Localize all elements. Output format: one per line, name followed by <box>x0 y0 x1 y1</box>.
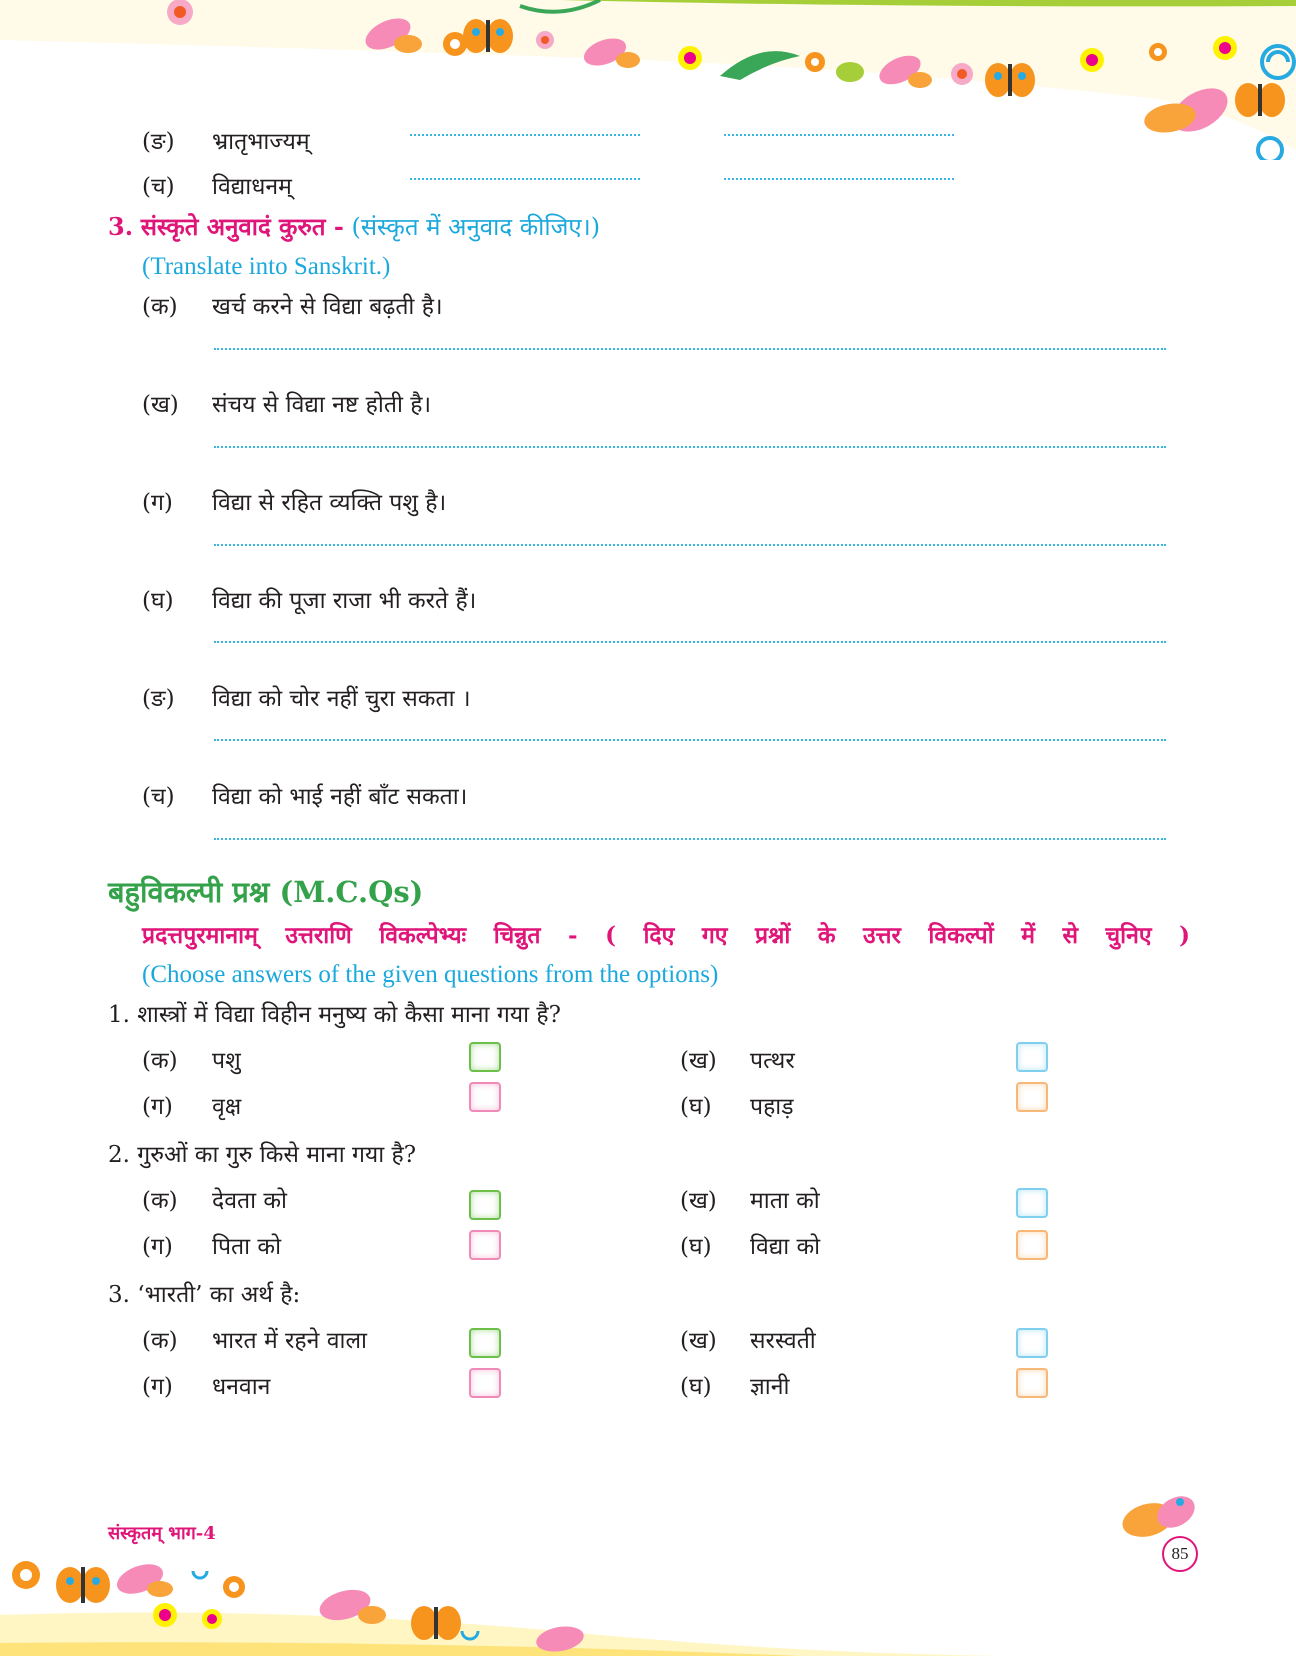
option-checkbox[interactable] <box>469 1190 501 1220</box>
option-text: भारत में रहने वाला <box>212 1328 368 1354</box>
option-checkbox[interactable] <box>469 1082 501 1112</box>
instruction-word: के <box>817 922 836 949</box>
item-marker: (ङ) <box>142 129 175 155</box>
flower-icon <box>223 1576 245 1598</box>
answer-line[interactable] <box>214 446 1166 448</box>
option-checkbox[interactable] <box>469 1368 501 1398</box>
item-marker: (घ) <box>142 588 174 614</box>
answer-line[interactable] <box>724 134 954 136</box>
option-marker: (ख) <box>680 1328 717 1354</box>
question-number: 2. <box>108 1142 130 1168</box>
instruction-word: उत्तराणि <box>285 922 352 949</box>
item-text: संचय से विद्या नष्ट होती है। <box>212 392 432 418</box>
flower-icon <box>153 1603 177 1627</box>
option-text: देवता को <box>212 1188 288 1214</box>
answer-line[interactable] <box>410 134 640 136</box>
item-text: खर्च करने से विद्या बढ़ती है। <box>212 294 443 320</box>
answer-line[interactable] <box>214 348 1166 350</box>
flower-icon <box>1213 36 1237 60</box>
option-marker: (घ) <box>680 1374 712 1400</box>
option-checkbox[interactable] <box>469 1328 501 1358</box>
option-text: धनवान <box>212 1374 271 1400</box>
page-number: 85 <box>1162 1536 1198 1572</box>
butterfly-icon <box>463 19 513 53</box>
option-text: पशु <box>212 1048 241 1074</box>
item-marker: (ख) <box>142 392 179 418</box>
option-marker: (क) <box>142 1188 178 1214</box>
instruction-word: प्रश्नों <box>755 922 791 949</box>
section-title: संस्कृते अनुवादं कुरुत - <box>140 212 344 241</box>
item-text: विद्या को भाई नहीं बाँट सकता। <box>212 784 468 810</box>
option-marker: (घ) <box>680 1094 712 1120</box>
answer-line[interactable] <box>214 838 1166 840</box>
butterfly-icon <box>1235 83 1285 117</box>
flower-icon <box>1149 43 1167 61</box>
option-text: वृक्ष <box>212 1094 242 1120</box>
instruction-word: चुनिए <box>1105 922 1152 949</box>
instruction-word: - <box>568 922 578 949</box>
item-marker: (ग) <box>142 490 173 516</box>
item-text: विद्या को चोर नहीं चुरा सकता । <box>212 686 471 712</box>
mcq-english-instruction: (Choose answers of the given questions from the options) <box>142 961 719 988</box>
swirl-icon <box>1258 138 1282 160</box>
flower-icon <box>1080 48 1104 72</box>
answer-line[interactable] <box>214 544 1166 546</box>
item-marker: (च) <box>142 784 175 810</box>
instruction-word: विकल्पों <box>928 922 994 949</box>
flower-icon <box>536 31 554 49</box>
option-text: माता को <box>750 1188 820 1214</box>
item-text: विद्या से रहित व्यक्ति पशु है। <box>212 490 447 516</box>
question-number: 1. <box>108 1002 130 1028</box>
flower-icon <box>202 1609 222 1629</box>
option-text: सरस्वती <box>750 1328 816 1354</box>
section-english-instruction: (Translate into Sanskrit.) <box>142 253 391 280</box>
swirl-icon <box>193 1571 207 1578</box>
option-text: पिता को <box>212 1234 282 1260</box>
option-marker: (घ) <box>680 1234 712 1260</box>
option-checkbox[interactable] <box>1016 1042 1048 1072</box>
instruction-word: में <box>1021 922 1035 949</box>
question-text: ‘भारती’ का अर्थ है: <box>137 1282 301 1308</box>
item-text: विद्या की पूजा राजा भी करते हैं। <box>212 588 477 614</box>
butterfly-icon <box>113 1559 173 1600</box>
option-text: पत्थर <box>750 1048 795 1074</box>
top-decorative-border <box>0 0 1296 160</box>
option-marker: (क) <box>142 1048 178 1074</box>
item-text: भ्रातृभाज्यम् <box>212 129 310 155</box>
option-marker: (ख) <box>680 1048 717 1074</box>
option-marker: (ख) <box>680 1188 717 1214</box>
option-text: पहाड़ <box>750 1094 794 1120</box>
item-marker: (ङ) <box>142 686 175 712</box>
butterfly-icon <box>411 1606 461 1640</box>
mcq-question <box>108 1140 416 1170</box>
instruction-word: प्रदत्तपुरमानाम् <box>142 922 258 949</box>
item-text: विद्याधनम् <box>212 174 292 200</box>
question-text: गुरुओं का गुरु किसे माना गया है? <box>137 1142 417 1168</box>
instruction-word: से <box>1062 922 1079 949</box>
item-marker: (च) <box>142 174 175 200</box>
butterfly-icon <box>985 63 1035 97</box>
instruction-word: उत्तर <box>863 922 901 949</box>
instruction-word: चिन्नुत <box>493 922 541 949</box>
mcq-instruction <box>142 920 1190 952</box>
option-checkbox[interactable] <box>1016 1368 1048 1398</box>
butterfly-icon <box>56 1567 110 1603</box>
mcq-question <box>108 1000 561 1030</box>
instruction-word: दिए <box>643 922 675 949</box>
option-checkbox[interactable] <box>469 1230 501 1260</box>
section-number: 3. <box>108 212 134 241</box>
option-text: ज्ञानी <box>750 1374 790 1400</box>
option-checkbox[interactable] <box>469 1042 501 1072</box>
question-number: 3. <box>108 1282 130 1308</box>
instruction-word: गए <box>701 922 728 949</box>
option-checkbox[interactable] <box>1016 1188 1048 1218</box>
option-marker: (ग) <box>142 1094 173 1120</box>
answer-line[interactable] <box>214 739 1166 741</box>
option-checkbox[interactable] <box>1016 1328 1048 1358</box>
book-title: संस्कृतम् भाग-4 <box>108 1523 216 1544</box>
flower-icon <box>951 63 973 85</box>
instruction-word: विकल्पेभ्यः <box>379 922 467 949</box>
answer-line[interactable] <box>410 178 640 180</box>
option-marker: (ग) <box>142 1234 173 1260</box>
instruction-word: ) <box>1179 922 1190 949</box>
flower-icon <box>167 0 193 25</box>
option-text: विद्या को <box>750 1234 821 1260</box>
option-marker: (क) <box>142 1328 178 1354</box>
question-text: शास्त्रों में विद्या विहीन मनुष्य को कैसा माना गया है? <box>137 1002 561 1028</box>
flower-icon <box>678 46 702 70</box>
flower-icon <box>805 52 825 72</box>
answer-line[interactable] <box>724 178 954 180</box>
instruction-word: ( <box>605 922 616 949</box>
section-hindi-instruction: (संस्कृत में अनुवाद कीजिए।) <box>351 213 601 241</box>
option-checkbox[interactable] <box>1016 1082 1048 1112</box>
answer-line[interactable] <box>214 641 1166 643</box>
item-marker: (क) <box>142 294 178 320</box>
flower-icon <box>12 1561 40 1589</box>
mcq-question <box>108 1280 300 1310</box>
option-marker: (ग) <box>142 1374 173 1400</box>
leaf-icon <box>836 62 864 82</box>
section-3-heading <box>108 210 600 244</box>
option-checkbox[interactable] <box>1016 1230 1048 1260</box>
mcq-heading: बहुविकल्पी प्रश्न (M.C.Qs) <box>108 875 424 909</box>
bottom-decorative-border <box>0 1535 1296 1656</box>
